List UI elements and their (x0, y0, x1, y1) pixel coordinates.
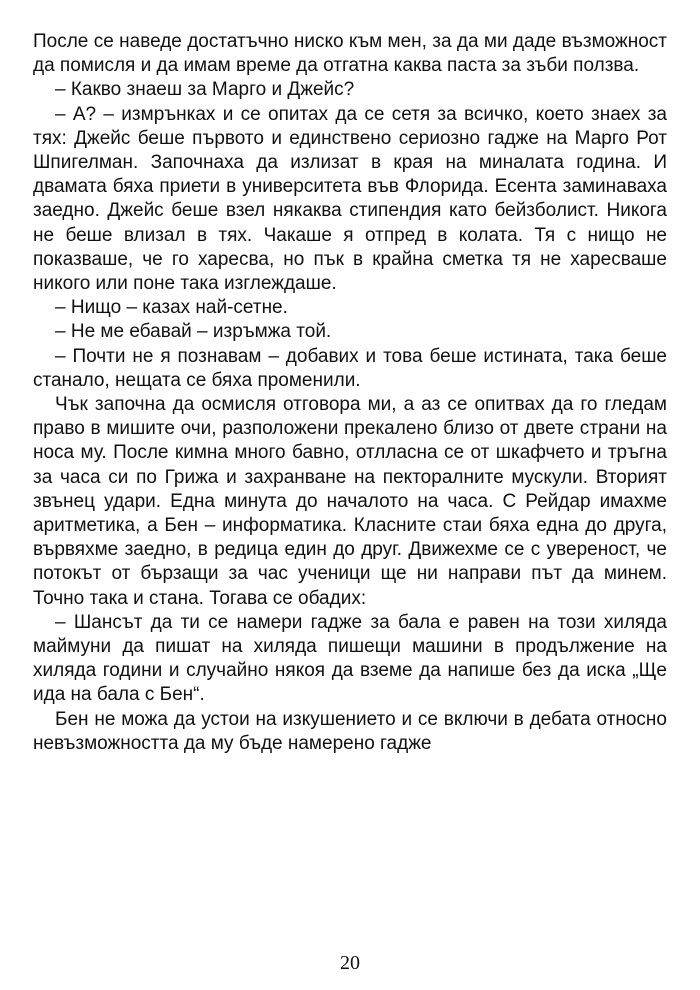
dialogue-line-1: – Какво знаеш за Марго и Джейс? (55, 79, 355, 101)
paragraph-2: Чък започна да осмисля отговора ми, а аз се опитвах да го гледам право в мишите очи, разположени прекалено близо от двете страни на носа му. После кимна много бавно, отлласна се от шкафчето и тръгна за часа си по Грижа и захранване на пекторалните мускули. Вторият звънец удари. Една минута до началото на часа. С Рейдар имахме аритметика, а Бен – информатика. Класните стаи бяха една до друга, вървяхме заедно, в редица един до друг. Движехме се с увереност, че потокът от бързащи за час ученици ще ни направи път да минем. Точно така и стана. Тогава се обадих: (33, 394, 667, 609)
paragraph-3: Бен не можа да устои на изкушението и се включи в дебата относно невъзможността да му бъде намерено гадже (33, 708, 667, 754)
dialogue-line-5: – Почти не я познавам – добавих и това беше истината, така беше станало, нещата се бяха променили. (33, 345, 667, 391)
dialogue-line-6: – Шансът да ти се намери гадже за бала е равен на този хиляда маймуни да пишат на хиляда пишещи машини в продължение на хиляда години и случайно някоя да вземе да напише без да иска „Ще ида на бала с Бен“. (33, 611, 667, 706)
paragraph-1: После се наведе достатъчно ниско към мен, за да ми даде възможност да помисля и да имам време да отгатна каква паста за зъби ползва. (33, 31, 667, 77)
page-body (33, 30, 667, 756)
dialogue-line-4: – Не ме ебавай – изръмжа той. (55, 321, 332, 343)
dialogue-line-3: – Нищо – казах най-сетне. (55, 297, 288, 319)
dialogue-line-2: – А? – измрънках и се опитах да се сетя за всичко, което знаех за тях: Джейс беше първото и единствено сериозно гадже на Марго Рот Шпигелман. Започнаха да излизат в края на миналата година. И двамата бяха приети в университета във Флорида. Есента заминаваха заедно. Джейс беше взел някаква стипендия като бейзболист. Никога не беше влизал в тях. Чакаше я отпред в колата. Тя с нищо не показваше, че го харесва, но пък в крайна сметка тя не харесваше никого или поне така изглеждаше. (33, 103, 667, 295)
page-number: 20 (340, 952, 360, 974)
